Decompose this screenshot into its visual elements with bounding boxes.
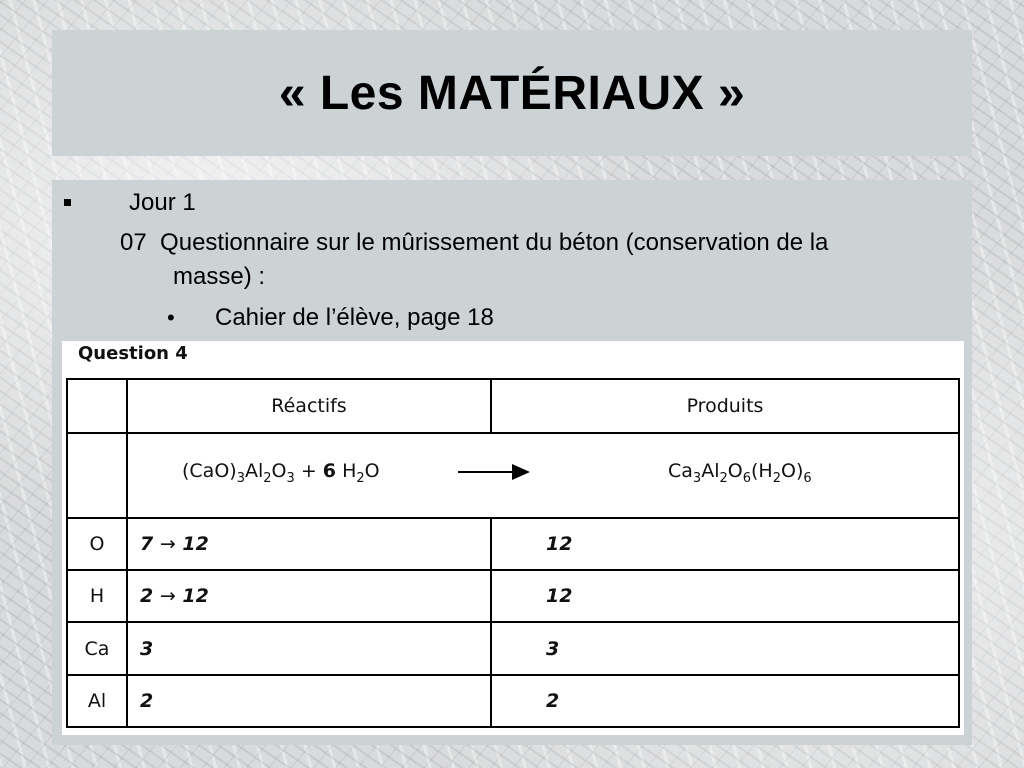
reactifs-cell: 2 → 12 <box>127 570 491 622</box>
table-row-ca <box>67 622 959 674</box>
reaction-arrow-icon <box>458 462 530 482</box>
produits-cell: 2 <box>491 675 959 727</box>
reactifs-cell: 7 → 12 <box>127 518 491 570</box>
table-row-al <box>67 675 959 727</box>
question-label: Question 4 <box>78 343 188 364</box>
arrow-icon: → <box>159 532 176 555</box>
header-reactifs: Réactifs <box>127 379 491 433</box>
item-text-line2: masse) : <box>173 263 266 290</box>
produits-cell: 12 <box>491 518 959 570</box>
question-image <box>62 341 964 735</box>
arrow-icon: → <box>159 585 176 608</box>
slide-title: « Les MATÉRIAUX » <box>278 66 746 120</box>
title-box <box>52 30 972 156</box>
header-produits: Produits <box>491 379 959 433</box>
element-cell: Al <box>67 675 127 727</box>
reactifs-cell: 3 <box>127 622 491 674</box>
equation-cell <box>127 433 959 517</box>
table-header-row <box>67 379 959 433</box>
empty-eq-cell <box>67 433 127 517</box>
item-text-line1: Questionnaire sur le mûrissement du béton (conservation de la <box>160 229 829 256</box>
produits-cell: 3 <box>491 622 959 674</box>
equation-products: $Ca_3Al_2O_6(H_2O)_6$ <box>668 460 812 487</box>
day-label: Jour 1 <box>129 189 196 216</box>
element-cell: Ca <box>67 622 127 674</box>
element-cell: O <box>67 518 127 570</box>
item-number: 07 <box>120 229 147 256</box>
empty-corner-cell <box>67 379 127 433</box>
table-row-h <box>67 570 959 622</box>
table-row-o <box>67 518 959 570</box>
item-line-1 <box>120 229 828 257</box>
element-cell: H <box>67 570 127 622</box>
reactifs-cell: 2 <box>127 675 491 727</box>
equation-row <box>67 433 959 517</box>
balance-table <box>66 378 960 728</box>
sub-item: Cahier de l’élève, page 18 <box>215 304 494 331</box>
square-bullet-icon <box>64 199 71 206</box>
equation-reactants: $(CaO)_3Al_2O_3 + 6$ $H_2O$ <box>182 460 380 487</box>
produits-cell: 12 <box>491 570 959 622</box>
dot-bullet-icon: • <box>167 305 175 330</box>
